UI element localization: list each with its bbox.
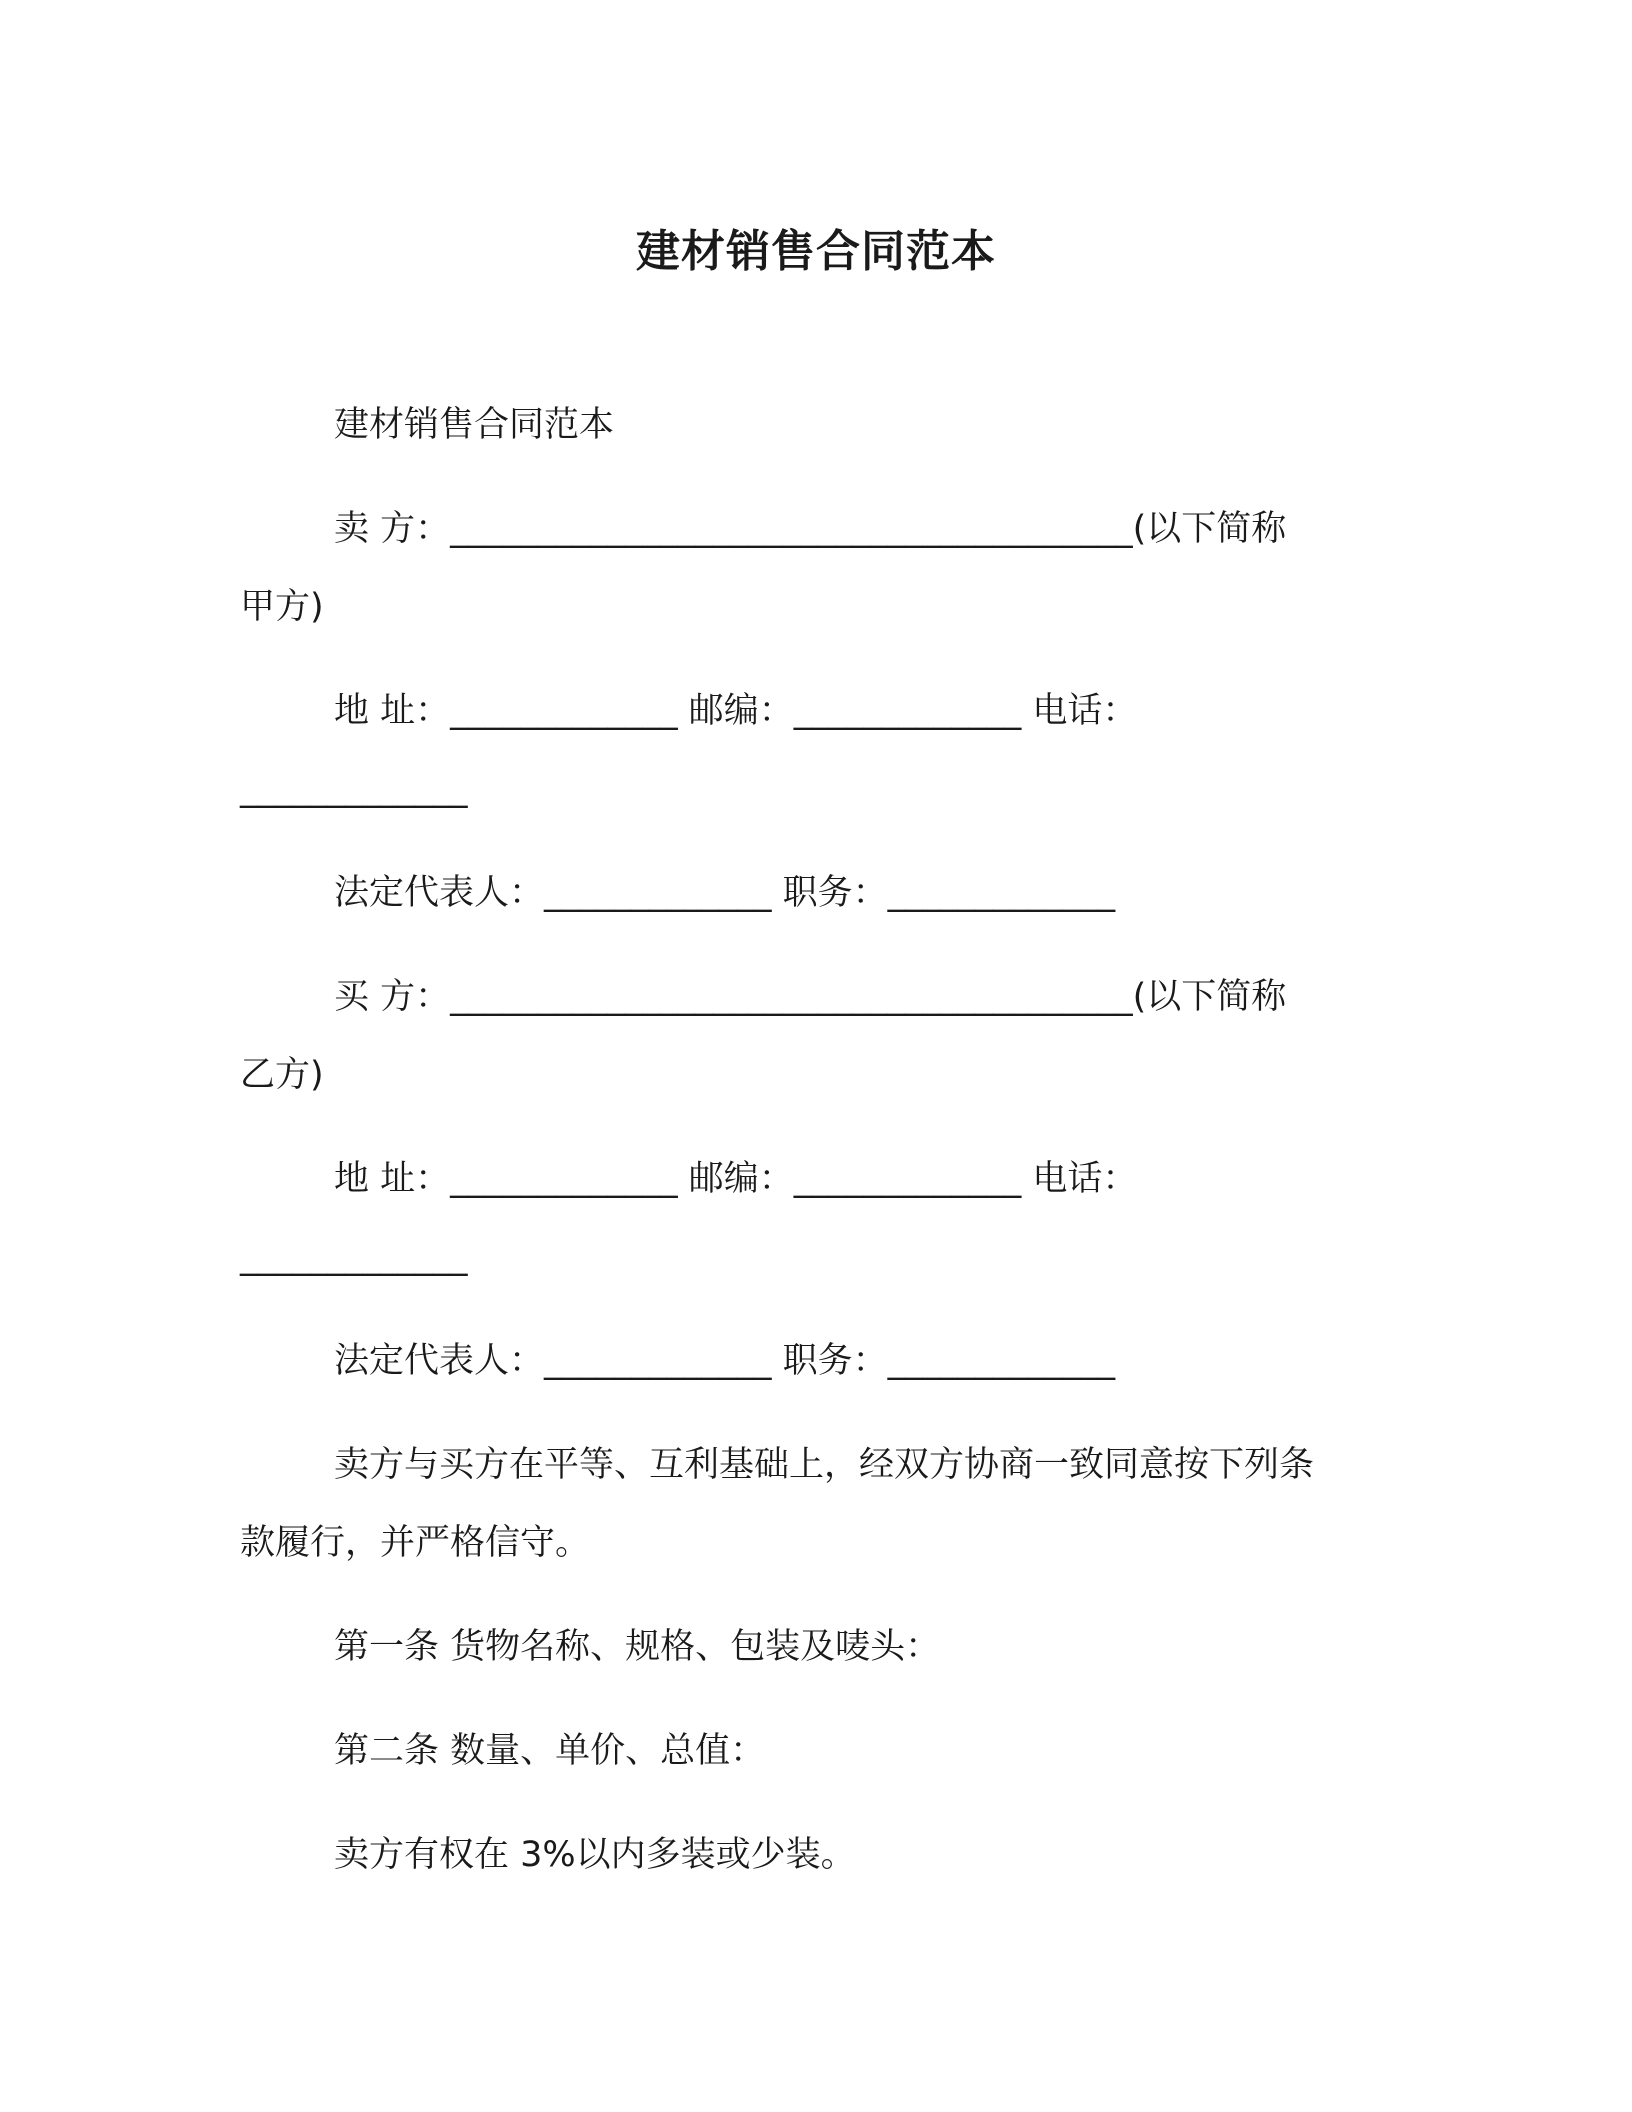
buyer-name-paragraph: [240, 958, 1380, 1114]
seller-address-line: 地 址：_____________ 邮编：_____________ 电话：: [334, 691, 1138, 731]
agreement-paragraph: [240, 1426, 1380, 1582]
document-title: 建材销售合同范本: [636, 226, 996, 277]
seller-address-paragraph: [240, 672, 1380, 828]
buyer-rep-paragraph: [240, 1322, 1380, 1400]
document-body: [240, 386, 1380, 1920]
buyer-name-line-cont: 乙方): [240, 1055, 324, 1095]
note-paragraph: [240, 1816, 1380, 1894]
buyer-address-line: 地 址：_____________ 邮编：_____________ 电话：: [334, 1159, 1138, 1199]
seller-phone-blank: _____________: [240, 769, 468, 809]
buyer-phone-blank: _____________: [240, 1237, 468, 1277]
seller-rep-line: 法定代表人：_____________ 职务：_____________: [334, 873, 1116, 913]
seller-name-paragraph: [240, 490, 1380, 646]
buyer-address-paragraph: [240, 1140, 1380, 1296]
buyer-name-line: 买 方：_______________________________________(以下简称: [334, 977, 1287, 1017]
article-2: 第二条 数量、单价、总值：: [334, 1731, 766, 1771]
seller-name-line: 卖 方：_______________________________________(以下简称: [334, 509, 1287, 549]
article-2-paragraph: [240, 1712, 1380, 1790]
agreement-line-cont: 款履行，并严格信守。: [240, 1523, 591, 1563]
quantity-note: 卖方有权在 3%以内多装或少装。: [334, 1835, 856, 1875]
subtitle: 建材销售合同范本: [334, 405, 615, 445]
article-1: 第一条 货物名称、规格、包装及唛头：: [334, 1627, 941, 1667]
seller-name-line-cont: 甲方): [240, 587, 324, 627]
article-1-paragraph: [240, 1608, 1380, 1686]
subtitle-paragraph: [240, 386, 1380, 464]
agreement-line: 卖方与买方在平等、互利基础上，经双方协商一致同意按下列条: [334, 1445, 1315, 1485]
buyer-rep-line: 法定代表人：_____________ 职务：_____________: [334, 1341, 1116, 1381]
seller-rep-paragraph: [240, 854, 1380, 932]
